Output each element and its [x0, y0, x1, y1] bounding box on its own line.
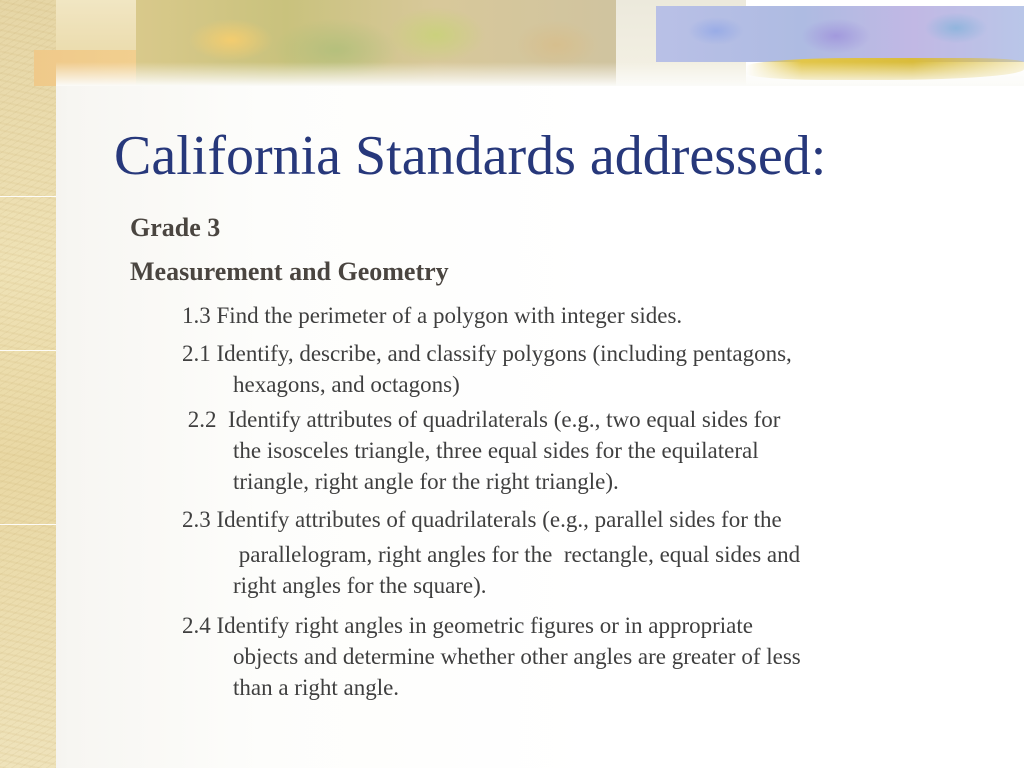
standard-line: objects and determine whether other angles are greater of less — [233, 644, 801, 669]
standard-line: triangle, right angle for the right triangle). — [233, 469, 619, 494]
banner-fade — [56, 62, 1024, 86]
standard-line: 2.2 Identify attributes of quadrilaterals (e.g., two equal sides for — [182, 407, 781, 432]
standard-item — [182, 404, 780, 497]
standard-item — [182, 300, 682, 331]
grade-heading: Grade 3 — [130, 213, 221, 242]
standard-item — [182, 504, 800, 601]
standard-line: right angles for the square). — [233, 573, 487, 598]
standard-line: 2.4 Identify right angles in geometric figures or in appropriate — [182, 613, 753, 638]
standard-line: 2.1 Identify, describe, and classify polygons (including pentagons, — [182, 341, 792, 366]
decorative-banner — [56, 0, 1024, 86]
standard-line: than a right angle. — [233, 675, 400, 700]
standard-line: parallelogram, right angles for the rectangle, equal sides and — [233, 542, 801, 567]
standard-line: 2.3 Identify attributes of quadrilaterals (e.g., parallel sides for the — [182, 507, 782, 532]
strip-seam — [0, 524, 56, 525]
standard-item — [182, 338, 792, 400]
standard-line: 1.3 Find the perimeter of a polygon with integer sides. — [182, 303, 683, 328]
strip-seam — [0, 196, 56, 197]
strip-seam — [0, 350, 56, 351]
parchment-strip — [0, 0, 56, 768]
banner-blue-pattern — [656, 6, 1024, 62]
standard-line: hexagons, and octagons) — [233, 372, 460, 397]
slide-title: California Standards addressed: — [114, 125, 827, 187]
strand-heading: Measurement and Geometry — [130, 257, 449, 286]
standard-item — [182, 610, 801, 703]
standard-line: the isosceles triangle, three equal sides for the equilateral — [233, 438, 759, 463]
